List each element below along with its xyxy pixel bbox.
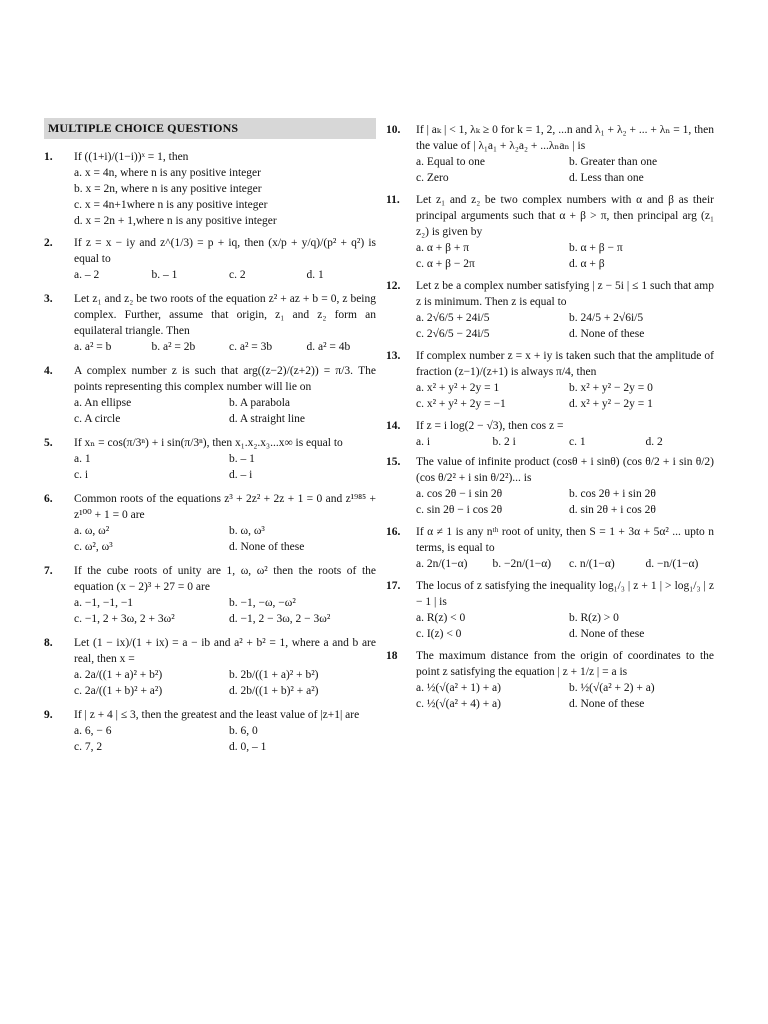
answer-option: c. 7, 2 <box>74 741 103 753</box>
answer-option: c. A circle <box>74 413 121 425</box>
answer-option: a. 1 <box>74 453 91 465</box>
question-number: 7. <box>44 565 53 577</box>
question-number: 4. <box>44 365 53 377</box>
question-stem: If z = i log(2 − √3), then cos z = <box>416 420 564 432</box>
answer-option: b. x = 2n, where n is any positive integer <box>74 183 262 195</box>
answer-option: d. −n/(1−α) <box>645 558 699 570</box>
answer-option: b. ½(√(a² + 2) + a) <box>569 682 655 694</box>
answer-option: a. 2a/((1 + a)² + b²) <box>74 669 163 681</box>
answer-option: d. None of these <box>569 698 645 710</box>
answer-option: b. −2n/(1−α) <box>492 558 552 570</box>
answer-option: a. An ellipse <box>74 397 132 409</box>
question-item <box>386 648 714 712</box>
answer-option: d. x = 2n + 1,where n is any positive integer <box>74 215 277 227</box>
question-stem: If z = x − iy and z^(1/3) = p + iq, then (x/p + y/q)/(p² + q²) is equal to <box>74 237 376 265</box>
question-stem: The maximum distance from the origin of coordinates to the point z satisfying the equation | z + 1/z | = a is <box>416 650 714 678</box>
answer-option: a. i <box>416 436 431 448</box>
question-number: 1. <box>44 151 53 163</box>
question-stem: If xₙ = cos(π/3ⁿ) + i sin(π/3ⁿ), then x₁.x₂.x₃...x∞ is equal to <box>74 437 343 449</box>
question-item <box>386 278 714 342</box>
answer-option: a. x = 4n, where n is any positive integer <box>74 167 261 179</box>
answer-option: a. ω, ω² <box>74 525 110 537</box>
question-number: 17. <box>386 580 401 592</box>
question-number: 16. <box>386 526 401 538</box>
question-number: 8. <box>44 637 53 649</box>
question-number: 11. <box>386 194 400 206</box>
answer-option: b. ω, ω³ <box>229 525 265 537</box>
left-column <box>44 118 376 760</box>
answer-options <box>416 486 714 518</box>
question-item <box>44 707 376 755</box>
question-item <box>386 192 714 272</box>
answer-options <box>416 310 714 342</box>
answer-option: b. A parabola <box>229 397 290 409</box>
section-title: MULTIPLE CHOICE QUESTIONS <box>44 118 376 139</box>
answer-options <box>74 165 376 229</box>
question-number: 9. <box>44 709 53 721</box>
answer-options <box>416 380 714 412</box>
answer-option: c. 2a/((1 + b)² + a²) <box>74 685 163 697</box>
answer-option: a. – 2 <box>74 269 100 281</box>
answer-options <box>416 680 714 712</box>
question-number: 6. <box>44 493 53 505</box>
question-stem: Let z₁ and z₂ be two complex numbers with α and β as their principal arguments such that α + β > π, then principal arg (z₁ z₂) is given by <box>416 194 714 238</box>
question-item <box>44 563 376 627</box>
question-stem: Let z be a complex number satisfying | z − 5i | ≤ 1 such that amp z is minimum. Then z is equal to <box>416 280 714 308</box>
answer-option: c. I(z) < 0 <box>416 628 462 640</box>
answer-options <box>416 610 714 642</box>
answer-option: b. −1, −ω, −ω² <box>229 597 296 609</box>
question-number: 5. <box>44 437 53 449</box>
answer-option: a. α + β + π <box>416 242 470 254</box>
question-stem: If ((1+i)/(1−i))ˣ = 1, then <box>74 151 189 163</box>
answer-option: c. x = 4n+1where n is any positive integer <box>74 199 268 211</box>
answer-option: c. 1 <box>569 436 586 448</box>
question-item <box>44 491 376 555</box>
answer-option: c. Zero <box>416 172 449 184</box>
question-list-left <box>44 149 376 755</box>
question-stem: The value of infinite product (cosθ + i sinθ) (cos θ/2 + i sin θ/2)(cos θ/2² + i sin θ/2²)... is <box>416 456 714 484</box>
question-number: 2. <box>44 237 53 249</box>
answer-option: b. Greater than one <box>569 156 658 168</box>
answer-option: b. 6, 0 <box>229 725 258 737</box>
question-item <box>44 435 376 483</box>
answer-option: b. x² + y² − 2y = 0 <box>569 382 653 394</box>
answer-option: a. Equal to one <box>416 156 485 168</box>
question-stem: The locus of z satisfying the inequality log₁/₃ | z + 1 | > log₁/₃ | z − 1 | is <box>416 580 714 608</box>
answer-option: c. a² = 3b <box>229 341 273 353</box>
question-number: 15. <box>386 456 401 468</box>
answer-option: c. −1, 2 + 3ω, 2 + 3ω² <box>74 613 175 625</box>
question-item <box>44 235 376 283</box>
answer-option: d. α + β <box>569 258 605 270</box>
answer-option: c. n/(1−α) <box>569 558 615 570</box>
question-item <box>44 291 376 355</box>
question-item <box>386 418 714 450</box>
question-stem: If the cube roots of unity are 1, ω, ω² then the roots of the equation (x − 2)³ + 27 = 0 are <box>74 565 376 593</box>
answer-option: d. −1, 2 − 3ω, 2 − 3ω² <box>229 613 331 625</box>
answer-options <box>74 395 376 427</box>
answer-option: c. sin 2θ − i cos 2θ <box>416 504 503 516</box>
question-stem: If | z + 4 | ≤ 3, then the greatest and the least value of |z+1| are <box>74 709 360 721</box>
answer-option: a. R(z) < 0 <box>416 612 466 624</box>
answer-option: d. 2 <box>645 436 663 448</box>
question-item <box>44 363 376 427</box>
answer-option: d. Less than one <box>569 172 644 184</box>
question-item <box>386 348 714 412</box>
answer-option: a. −1, −1, −1 <box>74 597 134 609</box>
answer-option: b. a² = 2b <box>151 341 196 353</box>
question-number: 3. <box>44 293 53 305</box>
answer-option: c. i <box>74 469 89 481</box>
question-stem: A complex number z is such that arg((z−2)/(z+2)) = π/3. The points representing this complex number will lie on <box>74 365 376 393</box>
question-stem: Let z₁ and z₂ be two roots of the equation z² + az + b = 0, z being complex. Further, assume that origin, z₁ and z₂ form an equilateral triangle. Then <box>74 293 376 337</box>
answer-option: c. α + β − 2π <box>416 258 475 270</box>
answer-option: d. 1 <box>306 269 324 281</box>
question-item <box>386 524 714 572</box>
answer-option: a. 6, − 6 <box>74 725 112 737</box>
answer-option: d. A straight line <box>229 413 306 425</box>
question-list-right <box>386 122 714 712</box>
answer-options <box>416 154 714 186</box>
answer-option: a. 2n/(1−α) <box>416 558 468 570</box>
right-column <box>386 122 714 717</box>
question-number: 14. <box>386 420 401 432</box>
answer-option: c. 2√6/5 − 24i/5 <box>416 328 490 340</box>
question-stem: If | aₖ | < 1, λₖ ≥ 0 for k = 1, 2, ...n and λ₁ + λ₂ + ... + λₙ = 1, then the value of | λ₁a₁ + λ₂a₂ + ...λₙaₙ | is <box>416 124 714 152</box>
answer-option: d. sin 2θ + i cos 2θ <box>569 504 656 516</box>
answer-options <box>74 339 376 355</box>
answer-option: c. ω², ω³ <box>74 541 113 553</box>
answer-option: b. 24/5 + 2√6i/5 <box>569 312 644 324</box>
answer-option: b. α + β − π <box>569 242 623 254</box>
answer-option: d. 0, – 1 <box>229 741 267 753</box>
question-item <box>44 635 376 699</box>
question-item <box>44 149 376 229</box>
answer-options <box>416 240 714 272</box>
answer-option: b. cos 2θ + i sin 2θ <box>569 488 656 500</box>
answer-options <box>74 723 376 755</box>
question-item <box>386 578 714 642</box>
answer-option: b. – 1 <box>229 453 255 465</box>
answer-option: d. None of these <box>229 541 305 553</box>
answer-options <box>74 451 376 483</box>
answer-option: b. R(z) > 0 <box>569 612 619 624</box>
answer-option: c. 2 <box>229 269 246 281</box>
answer-option: c. x² + y² + 2y = −1 <box>416 398 506 410</box>
answer-option: d. x² + y² − 2y = 1 <box>569 398 653 410</box>
answer-option: d. – i <box>229 469 253 481</box>
answer-option: b. 2b/((1 + a)² + b²) <box>229 669 319 681</box>
answer-option: c. ½(√(a² + 4) + a) <box>416 698 501 710</box>
question-stem: If complex number z = x + iy is taken such that the amplitude of fraction (z−1)/(z+1) is always π/4, then <box>416 350 714 378</box>
question-number: 12. <box>386 280 401 292</box>
answer-options <box>74 595 376 627</box>
answer-options <box>416 434 714 450</box>
question-item <box>386 454 714 518</box>
answer-option: b. – 1 <box>151 269 178 281</box>
answer-option: a. a² = b <box>74 341 112 353</box>
question-number: 10. <box>386 124 401 136</box>
answer-option: a. cos 2θ − i sin 2θ <box>416 488 503 500</box>
answer-option: d. None of these <box>569 328 645 340</box>
answer-option: a. x² + y² + 2y = 1 <box>416 382 500 394</box>
answer-option: a. 2√6/5 + 24i/5 <box>416 312 490 324</box>
question-number: 18 <box>386 650 398 662</box>
question-stem: If α ≠ 1 is any nᵗʰ root of unity, then S = 1 + 3α + 5α² ... upto n terms, is equal to <box>416 526 714 554</box>
question-number: 13. <box>386 350 401 362</box>
answer-option: b. 2 i <box>492 436 516 448</box>
question-stem: Common roots of the equations z³ + 2z² + 2z + 1 = 0 and z¹⁹⁸⁵ + z¹⁰⁰ + 1 = 0 are <box>74 493 376 521</box>
answer-options <box>416 556 714 572</box>
answer-options <box>74 523 376 555</box>
answer-options <box>74 267 376 283</box>
question-stem: Let (1 − ix)/(1 + ix) = a − ib and a² + b² = 1, where a and b are real, then x = <box>74 637 376 665</box>
answer-option: d. a² = 4b <box>306 341 351 353</box>
answer-options <box>74 667 376 699</box>
question-item <box>386 122 714 186</box>
answer-option: d. None of these <box>569 628 645 640</box>
answer-option: a. ½(√(a² + 1) + a) <box>416 682 501 694</box>
answer-option: d. 2b/((1 + b)² + a²) <box>229 685 319 697</box>
